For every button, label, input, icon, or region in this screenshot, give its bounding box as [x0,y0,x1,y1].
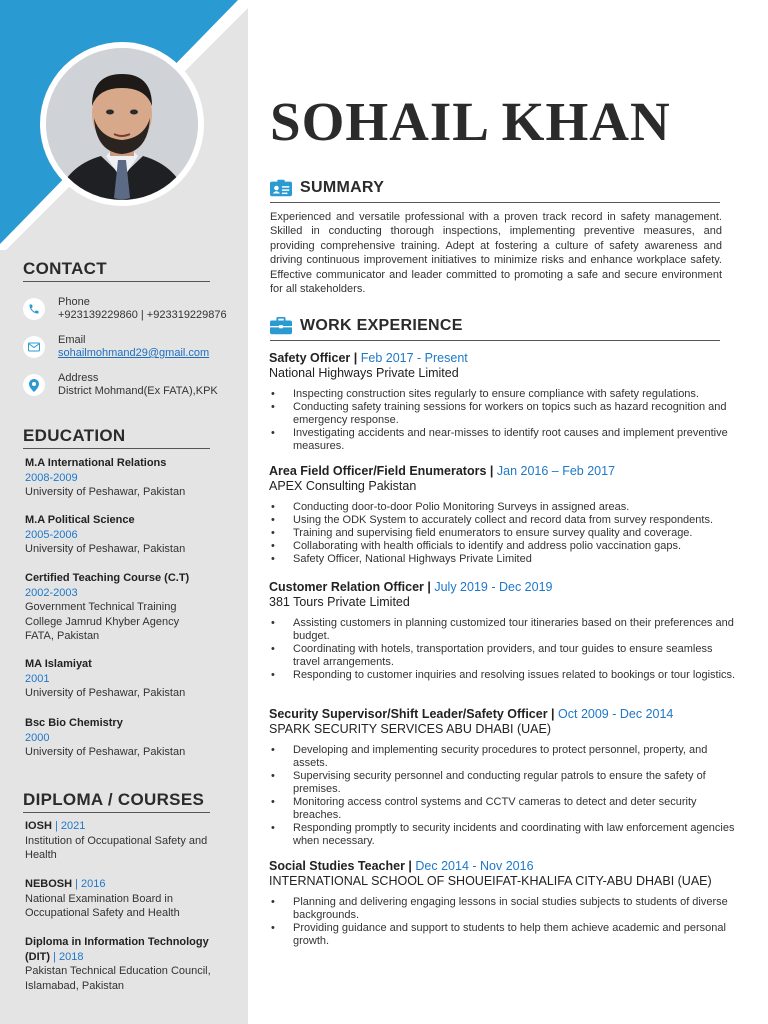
degree-school: University of Peshawar, Pakistan [25,543,186,555]
location-pin-icon [23,374,45,396]
course-desc-line: Pakistan Technical Education Council, [25,965,211,977]
course-desc-line: National Examination Board in [25,892,173,905]
courses-divider [23,812,210,813]
course-separator: | [72,878,82,890]
job-duties [269,388,739,453]
course-separator: | [50,950,60,963]
course-title: NEBOSH [25,878,73,890]
education-item [25,513,240,557]
degree-school: University of Peshawar, Pakistan [25,486,186,498]
phone-value: +923139229860 | +923319229876 [58,309,227,321]
course-item [25,819,240,863]
duty-item: • Using the ODK System to accurately collect and record data from survey respondents. [269,514,739,527]
experience-divider [270,340,720,341]
email-icon [23,336,45,358]
job-company: SPARK SECURITY SERVICES ABU DHABI (UAE) [269,722,552,736]
degree-school-line: College Jamrud Khyber Agency [25,615,180,628]
course-year: 2021 [60,820,86,832]
degree-years: 2002-2003 [25,586,78,599]
duty-item: • Monitoring access control systems and CCTV cameras to detect and deter security breaches. [269,796,739,822]
degree-school-line: FATA, Pakistan [25,630,100,642]
contact-divider [23,281,210,282]
education-item [25,571,240,644]
person-name: SOHAIL KHAN [270,91,671,152]
duty-item: • Inspecting construction sites regularly to ensure compliance with safety regulations. [269,388,739,401]
course-desc-line: Institution of Occupational Safety and [25,834,208,847]
job-dates: July 2019 - Dec 2019 [434,580,553,594]
education-divider [23,448,210,449]
degree-title: M.A International Relations [25,457,167,469]
duty-item: • Responding promptly to security incidents and coordinating with law enforcement agencies when necessary. [269,822,739,848]
contact-heading: CONTACT [23,259,107,278]
course-desc-line: Health [25,849,57,861]
course-title-line: (DIT) [25,950,51,963]
email-link[interactable]: sohailmohmand29@gmail.com [58,347,210,359]
job-dates: Feb 2017 - Present [360,351,468,365]
duty-item: • Providing guidance and support to students to help them achieve academic and personal growth. [269,922,739,948]
courses-heading: DIPLOMA / COURSES [23,790,205,809]
job-title: Customer Relation Officer [269,580,424,594]
email-label: Email [58,334,86,346]
job-duties [269,617,739,682]
degree-school: University of Peshawar, Pakistan [25,746,186,758]
experience-heading-row [270,317,463,335]
job-company: 381 Tours Private Limited [269,595,410,609]
degree-title: Certified Teaching Course (C.T) [25,572,190,584]
duty-item: • Developing and implementing security procedures to protect personnel, property, and assets. [269,744,739,770]
course-title: IOSH [25,820,52,832]
duty-item: • Safety Officer, National Highways Private Limited [269,553,739,566]
degree-school-line: Government Technical Training [25,601,177,613]
briefcase-icon [270,317,292,335]
job-entry [269,351,739,453]
phone-label: Phone [58,296,90,308]
job-title: Security Supervisor/Shift Leader/Safety Officer [269,707,548,721]
profile-photo [40,42,204,206]
main-content [248,0,768,1024]
sidebar [0,0,248,1024]
id-card-icon [270,179,292,197]
job-company: APEX Consulting Pakistan [269,479,417,493]
summary-heading: SUMMARY [300,179,385,196]
course-item [25,935,240,993]
education-item [25,716,240,760]
degree-years: 2008-2009 [25,471,78,484]
summary-divider [270,202,720,203]
duty-item: • Assisting customers in planning customized tour itineraries based on their preferences and budget. [269,617,739,643]
job-entry [269,859,739,948]
duty-item: • Conducting safety training sessions for workers on topics such as hazard recognition and emergency response. [269,401,739,427]
job-company: INTERNATIONAL SCHOOL OF SHOUEIFAT-KHALIFA CITY-ABU DHABI (UAE) [269,874,712,888]
experience-heading: WORK EXPERIENCE [300,317,463,334]
job-entry [269,464,739,566]
job-entry [269,707,739,848]
job-duties [269,501,739,566]
job-separator: | [486,464,497,478]
course-desc-line: Islamabad, Pakistan [25,979,125,992]
job-dates: Jan 2016 – Feb 2017 [496,464,616,478]
education-item [25,657,240,701]
job-duties [269,896,739,948]
job-company: National Highways Private Limited [269,366,459,380]
phone-icon [23,298,45,320]
job-separator: | [350,351,361,365]
address-value: District Mohmand(Ex FATA),KPK [58,385,218,397]
duty-item: • Planning and delivering engaging lessons in social studies subjects to students of diverse backgrounds. [269,896,739,922]
job-separator: | [404,859,416,873]
job-entry [269,580,739,682]
job-dates: Dec 2014 - Nov 2016 [415,859,534,873]
duty-item: • Collaborating with health officials to identify and address polio vaccination gaps. [269,540,739,553]
duty-item: • Supervising security personnel and conducting regular patrols to ensure the safety of premises. [269,770,739,796]
duty-item: • Conducting door-to-door Polio Monitoring Surveys in assigned areas. [269,501,739,514]
course-desc-line: Occupational Safety and Health [25,907,180,919]
degree-title: MA Islamiyat [25,658,92,670]
job-separator: | [547,707,559,721]
duty-item: • Coordinating with hotels, transportation providers, and tour guides to ensure seamless travel arrangements. [269,643,739,669]
degree-years: 2001 [25,672,50,685]
education-heading: EDUCATION [23,426,126,445]
job-title: Social Studies Teacher [269,859,405,873]
job-title: Area Field Officer/Field Enumerators [269,464,487,478]
degree-years: 2005-2006 [25,528,78,541]
course-separator: | [51,820,61,832]
degree-title: Bsc Bio Chemistry [25,717,123,729]
degree-years: 2000 [25,731,50,744]
avatar [46,48,198,200]
course-year: 2018 [59,950,84,963]
summary-text: Experienced and versatile professional with a proven track record in safety management. Skilled in conducting thorough inspections, implementing preventive measures, and providing comprehensive training. Adept at fostering a culture of safety awareness and driving continuous improvement initiatives to minimize risks and enhance workplace safety. Effective communicator and leader committed to promoting a safe and secure environment for all stakeholders. [270,211,722,296]
course-year: 2016 [81,878,106,890]
job-dates: Oct 2009 - Dec 2014 [558,707,674,721]
course-title-line: Diploma in Information Technology [25,936,209,948]
job-duties [269,744,739,848]
duty-item: • Investigating accidents and near-misses to identify root causes and implement preventive measures. [269,427,739,453]
education-item [25,456,240,500]
summary-heading-row [270,179,384,197]
duty-item: • Training and supervising field enumerators to ensure survey quality and coverage. [269,527,739,540]
job-separator: | [423,580,435,594]
degree-title: M.A Political Science [25,514,135,526]
duty-item: • Responding to customer inquiries and resolving issues related to bookings or tour logistics. [269,669,739,682]
course-item [25,877,240,921]
job-title: Safety Officer [269,351,351,365]
degree-school: University of Peshawar, Pakistan [25,687,186,699]
address-label: Address [58,372,99,384]
